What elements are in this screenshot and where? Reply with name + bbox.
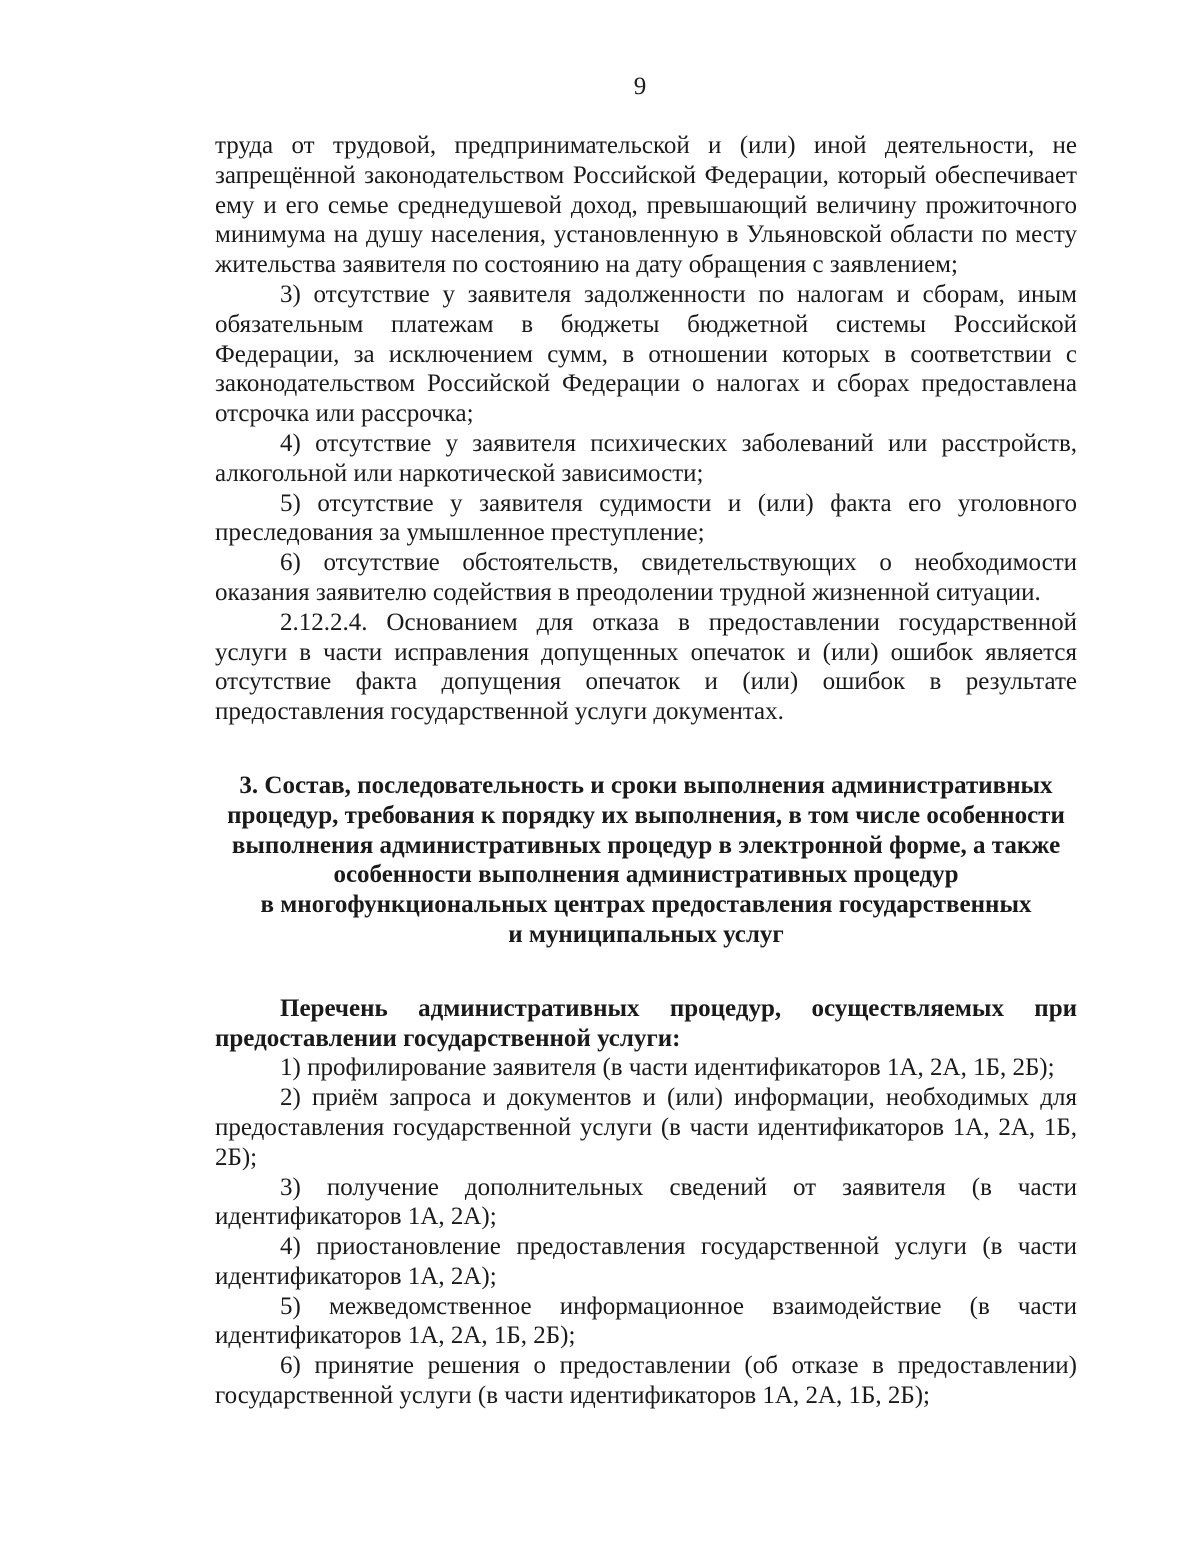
section-heading-line: выполнения административных процедур в электронной форме, а также <box>231 831 1061 859</box>
paragraph-continuation: труда от трудовой, предпринимательской и (или) иной деятельности, не запрещённой законодательством Российской Федерации, который обеспечивает ему и его семье среднедушевой доход, превышающий величину прожиточного минимума на душу населения, установленную в Ульяновской области по месту жительства заявителя по состоянию на дату обращения с заявлением; <box>215 132 1077 279</box>
procedure-item-3: 3) получение дополнительных сведений от заявителя (в части идентификаторов 1А, 2А); <box>215 1173 1077 1231</box>
section-heading-line: 3. Состав, последовательность и сроки выполнения административных <box>239 771 1053 799</box>
procedure-item-2: 2) приём запроса и документов и (или) информации, необходимых для предоставления государственной услуги (в части идентификаторов 1А, 2А, 1Б, 2Б); <box>215 1084 1077 1171</box>
section-heading-line: особенности выполнения административных процедур <box>333 861 959 889</box>
section-heading-line: в многофункциональных центрах предоставления государственных <box>260 891 1032 919</box>
list-item-3: 3) отсутствие у заявителя задолженности по налогам и сборам, иным обязательным платежам в бюджеты бюджетной системы Российской Федерации, за исключением сумм, в отношении которых в соответствии с законодательством Российской Федерации о налогах и сборах предоставлена отсрочка или рассрочка; <box>215 280 1077 428</box>
procedure-item-5: 5) межведомственное информационное взаимодействие (в части идентификаторов 1А, 2А, 1Б, 2Б); <box>215 1292 1077 1350</box>
section-heading <box>215 771 1077 950</box>
section-heading-line: и муниципальных услуг <box>508 920 784 948</box>
procedures-subheading: Перечень административных процедур, осуществляемых при предоставлении государственной услуги: <box>215 994 1077 1052</box>
clause-2-12-2-4: 2.12.2.4. Основанием для отказа в предоставлении государственной услуги в части исправления допущенных опечаток и (или) ошибок является отсутствие факта допущения опечаток и (или) ошибок в результате предоставления государственной услуги документах. <box>215 608 1077 726</box>
procedure-item-4: 4) приостановление предоставления государственной услуги (в части идентификаторов 1А, 2А); <box>215 1233 1077 1290</box>
list-item-6: 6) отсутствие обстоятельств, свидетельствующих о необходимости оказания заявителю содействия в преодолении трудной жизненной ситуации. <box>215 549 1077 606</box>
list-item-5: 5) отсутствие у заявителя судимости и (или) факта его уголовного преследования за умышленное преступление; <box>215 489 1077 547</box>
procedure-item-6: 6) принятие решения о предоставлении (об отказе в предоставлении) государственной услуги (в части идентификаторов 1А, 2А, 1Б, 2Б); <box>215 1352 1077 1410</box>
procedure-item-1: 1) профилирование заявителя (в части идентификаторов 1А, 2А, 1Б, 2Б); <box>280 1054 1055 1082</box>
section-heading-line: процедур, требования к порядку их выполнения, в том числе особенности <box>227 801 1065 829</box>
page-number: 9 <box>633 73 647 100</box>
document-body <box>215 131 1077 1411</box>
list-item-4: 4) отсутствие у заявителя психических заболеваний или расстройств, алкогольной или наркотической зависимости; <box>215 429 1077 487</box>
